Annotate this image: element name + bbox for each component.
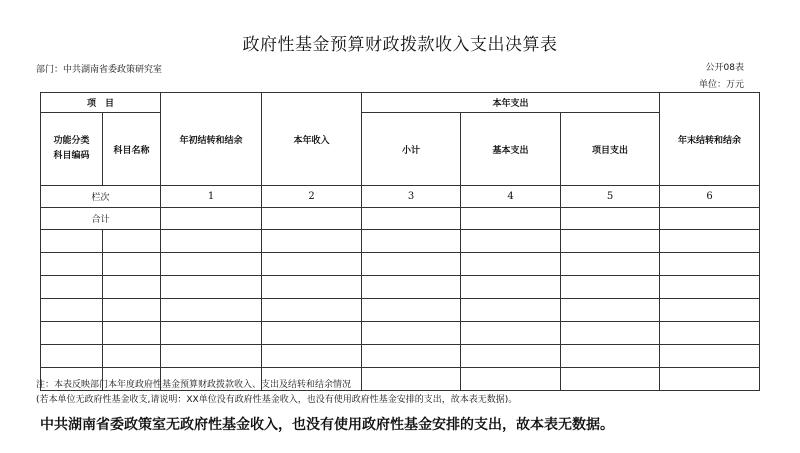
header-subtotal: 小计	[362, 113, 461, 186]
table-cell	[561, 208, 660, 230]
column-number: 3	[362, 186, 461, 208]
header-func-code: 功能分类 科目编码	[41, 113, 103, 186]
footnote-explanation: (若本单位无政府性基金收支,请说明：XX单位没有政府性基金收入，也没有使用政府性基金安排的支出，故本表无数据)。	[36, 395, 518, 405]
header-ending-balance: 年末结转和结余	[660, 93, 760, 186]
column-number: 5	[561, 186, 660, 208]
column-index-label: 栏次	[41, 186, 161, 208]
unit-label: 单位：万元	[698, 80, 744, 90]
table-row	[41, 253, 760, 276]
table-row	[41, 345, 760, 368]
table-cell	[660, 208, 760, 230]
table-row	[41, 322, 760, 345]
table-cell	[461, 208, 561, 230]
table-row	[41, 276, 760, 299]
header-basic-expense: 基本支出	[461, 113, 561, 186]
no-data-statement: 中共湖南省委政策室无政府性基金收入，也没有使用政府性基金安排的支出，故本表无数据。	[40, 417, 614, 433]
column-number: 2	[262, 186, 362, 208]
department-label: 部门：中共湖南省委政策研究室	[36, 65, 163, 75]
table-row	[41, 299, 760, 322]
column-number: 1	[161, 186, 262, 208]
budget-table	[40, 92, 760, 391]
table-row	[41, 230, 760, 253]
header-subject-name: 科目名称	[103, 113, 161, 186]
column-number: 6	[660, 186, 760, 208]
header-item: 项 目	[41, 93, 161, 113]
total-label: 合计	[41, 208, 161, 230]
header-beginning-balance: 年初结转和结余	[161, 93, 262, 186]
table-cell	[262, 208, 362, 230]
header-annual-income: 本年收入	[262, 93, 362, 186]
header-project-expense: 项目支出	[561, 113, 660, 186]
table-cell	[362, 208, 461, 230]
form-number: 公开08表	[705, 63, 744, 73]
header-annual-expense: 本年支出	[362, 93, 660, 113]
footnote: 注：本表反映部门本年度政府性基金预算财政拨款收入、支出及结转和结余情况	[36, 380, 352, 390]
table-cell	[161, 208, 262, 230]
column-number: 4	[461, 186, 561, 208]
page-title: 政府性基金预算财政拨款收入支出决算表	[242, 35, 558, 55]
